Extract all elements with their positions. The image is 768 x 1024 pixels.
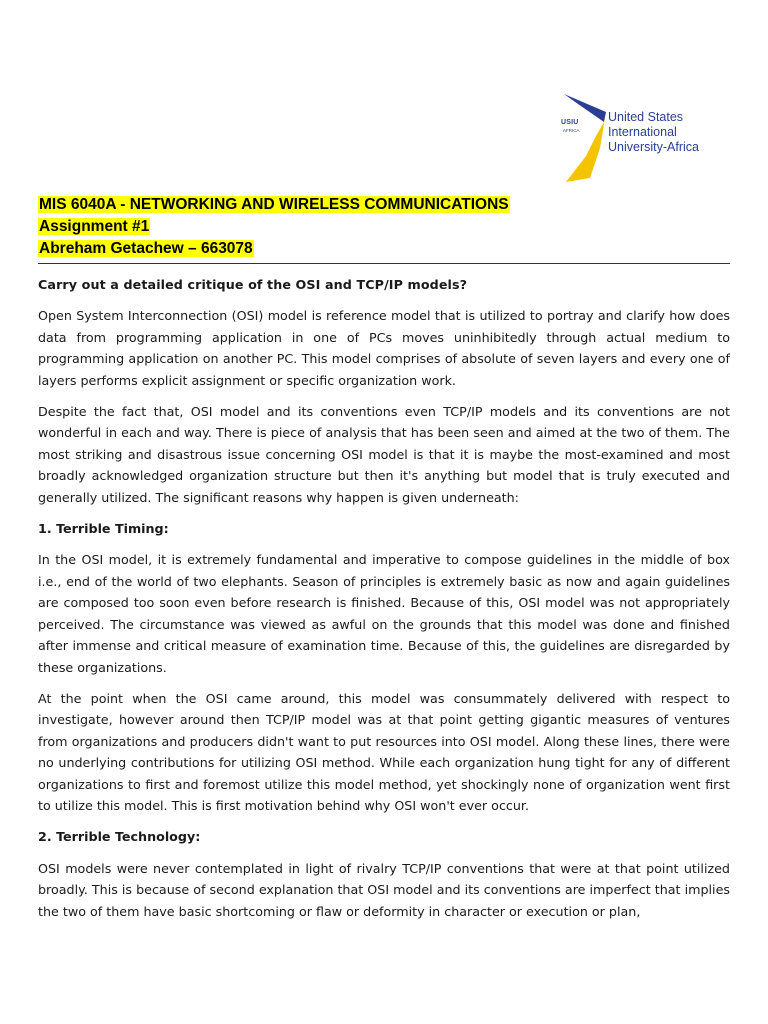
logo-abbreviation: USIU [561, 119, 579, 126]
paragraph-timing-2: At the point when the OSI came around, this model was consummately delivered with respect to investigate, however around then TCP/IP model was at that point getting gigantic measures of ventures from organizations and producers didn't want to put resources into OSI model. Along these lines, there were no underlying contributions for utilizing OSI method. While each organization hung tight for any of different organizations to first and foremost utilize this model method, yet shockingly none of organization went first to utilize this model. This is first motivation behind why OSI won't ever occur. [38, 690, 730, 813]
header-divider [38, 263, 730, 264]
assignment-question: Carry out a detailed critique of the OSI and TCP/IP models? [38, 277, 468, 292]
logo-name-line: University-Africa [608, 140, 699, 154]
section-heading-terrible-timing: 1. Terrible Timing: [38, 521, 169, 537]
logo-name-line: International [608, 125, 677, 139]
document-body [38, 274, 730, 932]
author-line: Abreham Getachew – 663078 [39, 240, 253, 257]
section-heading-terrible-technology: 2. Terrible Technology: [38, 829, 201, 845]
paragraph-critique-intro: Despite the fact that, OSI model and its conventions even TCP/IP models and its conventions are not wonderful in each and way. There is piece of analysis that has been seen and aimed at the two of them. The most striking and disastrous issue concerning OSI model is that it is maybe the most-examined and most broadly acknowledged organization structure but then it's anything but model that is truly executed and generally utilized. The significant reasons why happen is given underneath: [38, 404, 730, 505]
document-header [38, 194, 738, 260]
paragraph-osi-intro: Open System Interconnection (OSI) model is reference model that is utilized to portray and clarify how does data from programming application in one of PCs moves uninhibitedly through actual medium to programming application on another PC. This model comprises of absolute of seven layers and every one of layers performs explicit assignment or specific organization work. [38, 308, 730, 388]
paragraph-technology-1: OSI models were never contemplated in light of rivalry TCP/IP conventions that were at that point utilized broadly. This is because of second explanation that OSI model and its conventions are imperfect that implies the two of them have basic shortcoming or flaw or deformity in character or execution or plan, [38, 860, 730, 919]
paragraph-timing-1: In the OSI model, it is extremely fundamental and imperative to compose guidelines in the middle of box i.e., end of the world of two elephants. Season of principles is extremely basic as now and again guidelines are composed too soon even before research is finished. Because of this, OSI model was not appropriately perceived. The circumstance was viewed as awful on the grounds that this model was done and finished after immense and critical measure of examination time. Because of this, the guidelines are disregarded by these organizations. [38, 552, 730, 675]
logo-name-line: United States [608, 110, 684, 124]
logo-abbreviation-sub: AFRICA [563, 128, 580, 133]
course-title: MIS 6040A - NETWORKING AND WIRELESS COMMUNICATIONS [39, 196, 509, 213]
logo-university-name [608, 110, 699, 155]
assignment-label: Assignment #1 [39, 218, 150, 235]
university-logo [560, 92, 720, 184]
